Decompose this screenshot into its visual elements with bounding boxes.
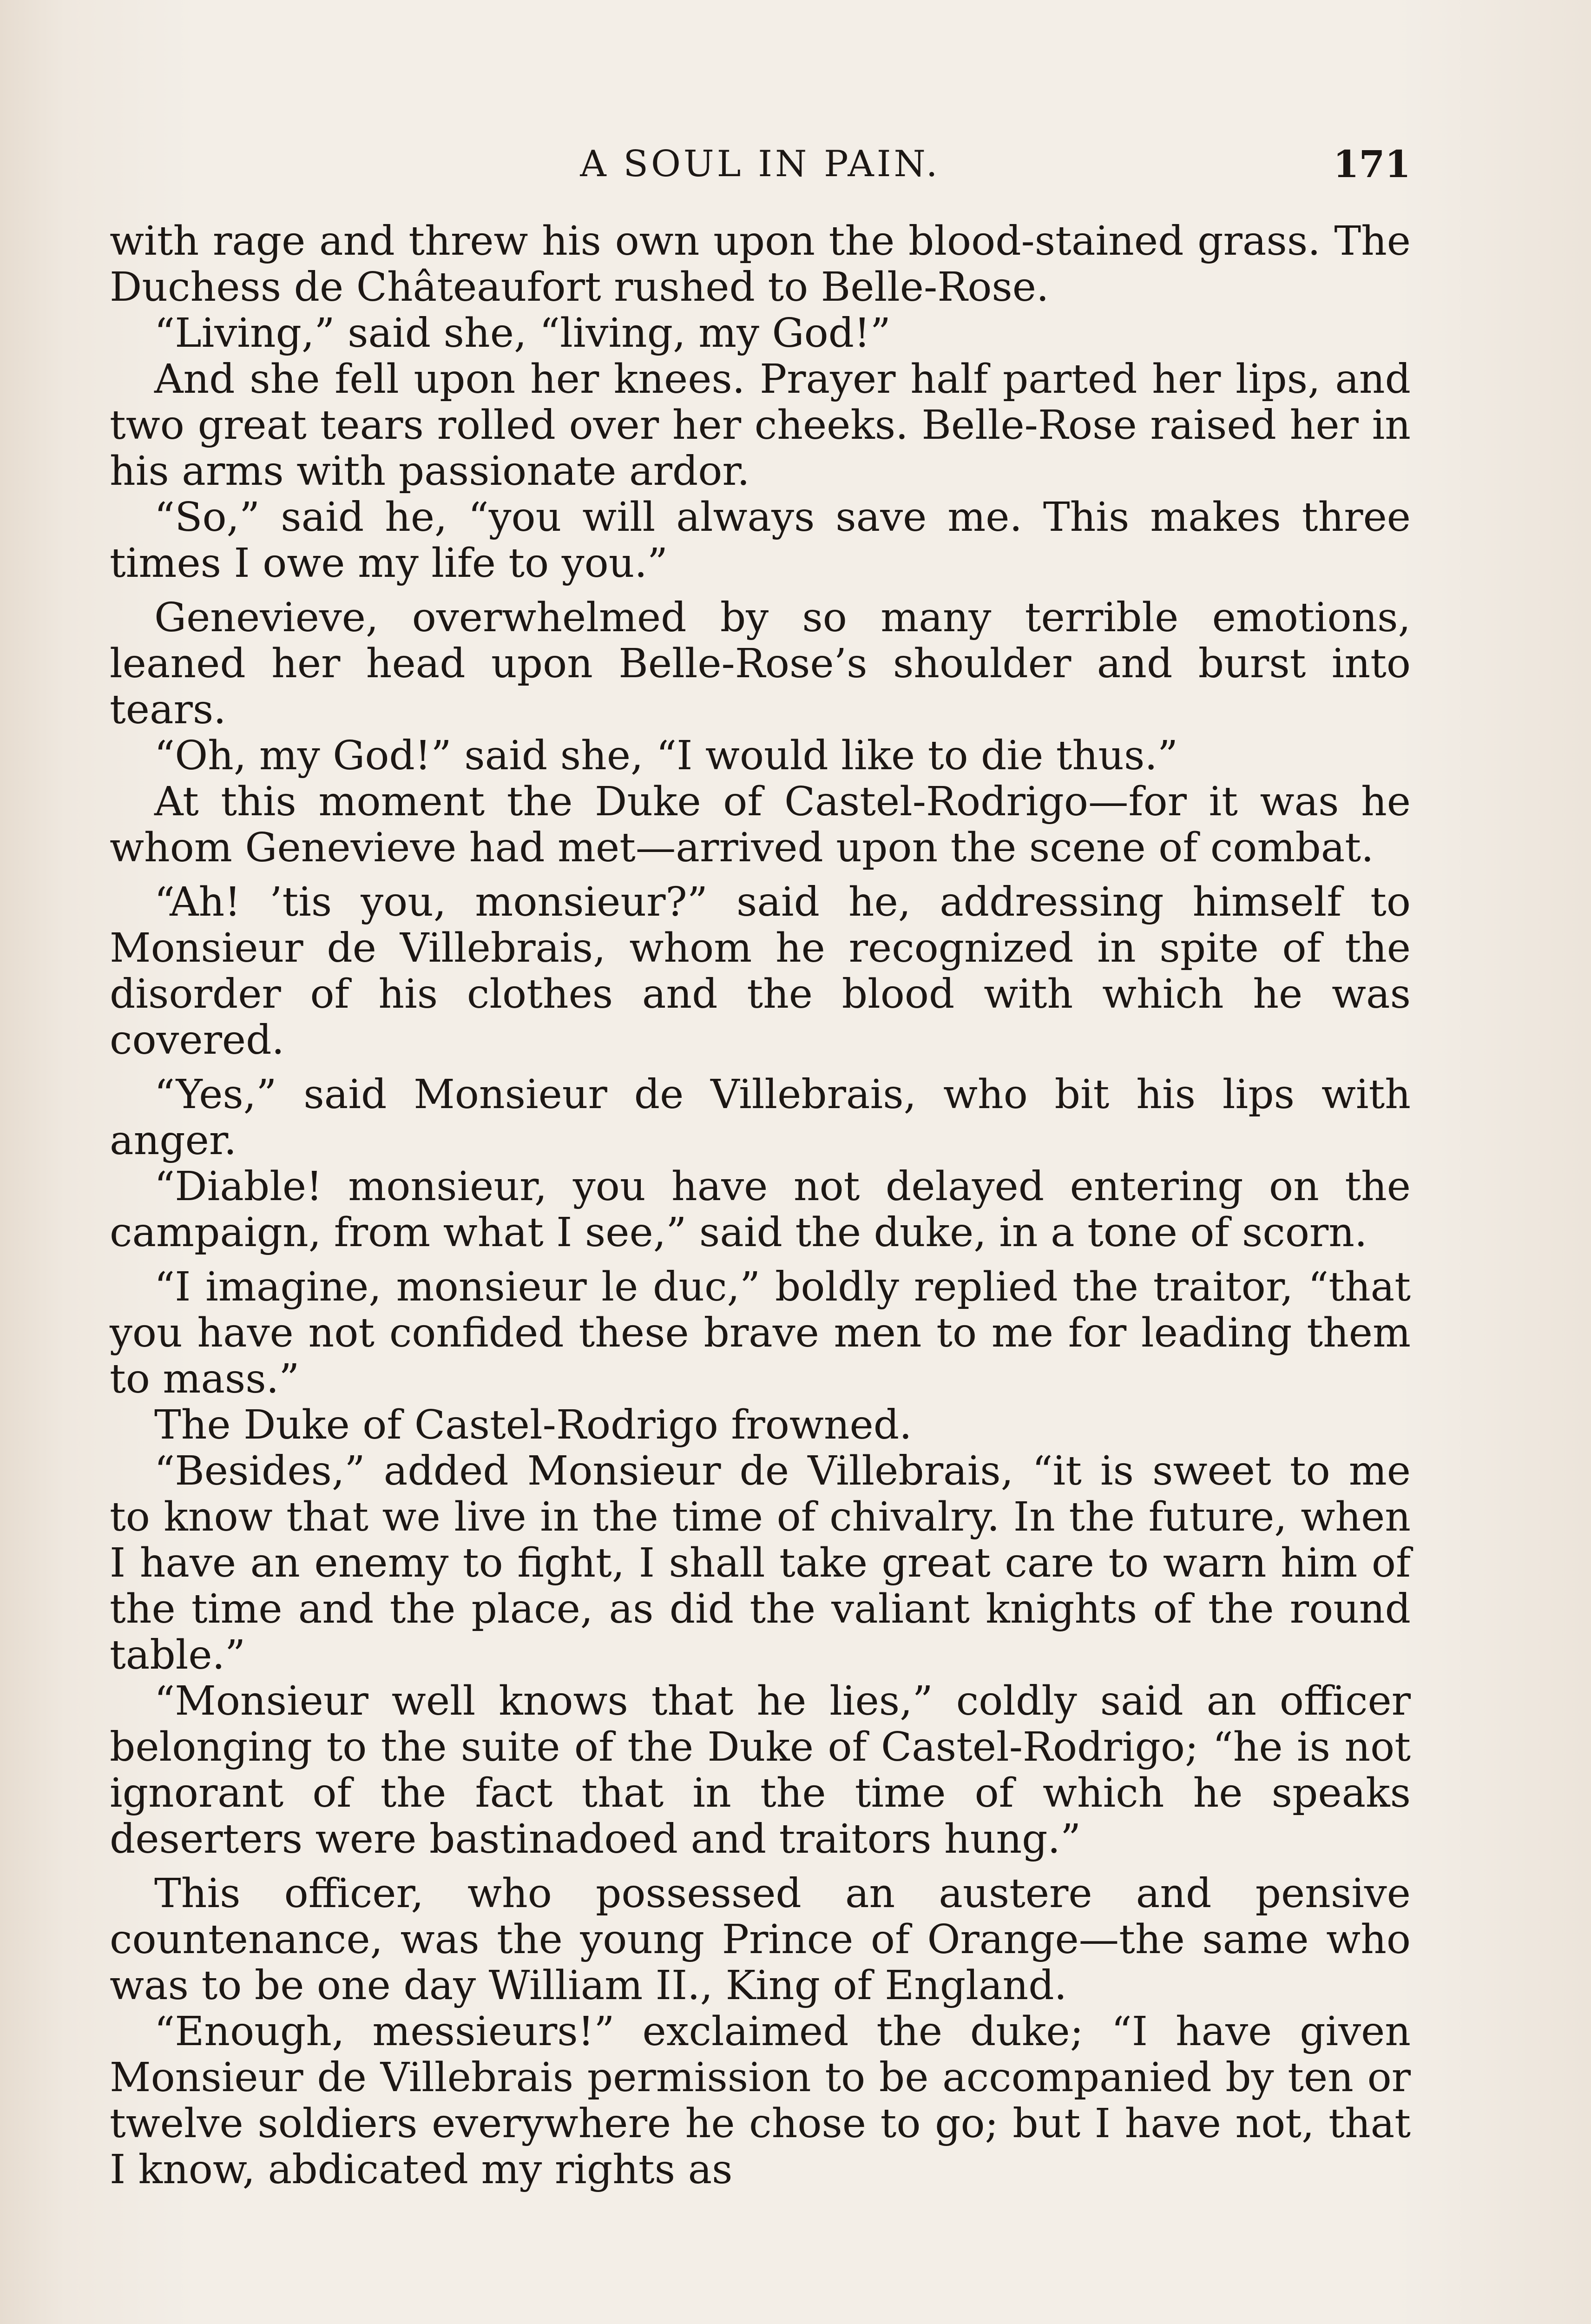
paragraph: And she fell upon her knees. Prayer half parted her lips, and two great tears rolled over her cheeks. Belle-Rose raised her in his arms with passionate ardor. — [110, 356, 1411, 495]
paragraph: “So,” said he, “you will always save me. This makes three times I owe my life to you.” — [110, 494, 1411, 587]
page-header — [110, 139, 1411, 190]
body-text — [110, 218, 1411, 2193]
paragraph: “Enough, messieurs!” exclaimed the duke; “I have given Monsieur de Villebrais permission to be accompanied by ten or twelve soldiers everywhere he chose to go; but I have not, that I know, abdicated my rights as — [110, 2008, 1411, 2193]
paragraph: “Oh, my God!” said she, “I would like to die thus.” — [154, 733, 1178, 779]
paragraph: At this moment the Duke of Castel-Rodrigo—for it was he whom Genevieve had met—arrived upon the scene of combat. — [110, 779, 1411, 871]
paragraph: “Besides,” added Monsieur de Villebrais, “it is sweet to me to know that we live in the time of chivalry. In the future, when I have an enemy to fight, I shall take great care to warn him of the time and the place, as did the valiant knights of the round table.” — [110, 1448, 1411, 1678]
paragraph: This officer, who possessed an austere and pensive countenance, was the young Prince of Orange—the same who was to be one day William II., King of England. — [110, 1870, 1411, 2009]
running-title: A SOUL IN PAIN. — [580, 143, 940, 185]
paragraph: “Yes,” said Monsieur de Villebrais, who bit his lips with anger. — [110, 1071, 1411, 1164]
paragraph: “Ah! ’tis you, monsieur?” said he, addressing himself to Monsieur de Villebrais, whom he recognized in spite of the disorder of his clothes and the blood with which he was covered. — [110, 879, 1411, 1063]
page-number: 171 — [1333, 142, 1411, 186]
paragraph: Genevieve, overwhelmed by so many terrible emotions, leaned her head upon Belle-Rose’s shoulder and burst into tears. — [110, 594, 1411, 733]
paragraph: “Diable! monsieur, you have not delayed entering on the campaign, from what I see,” said the duke, in a tone of scorn. — [110, 1163, 1411, 1256]
paragraph: “Monsieur well knows that he lies,” coldly said an officer belonging to the suite of the Duke of Castel-Rodrigo; “he is not ignorant of the fact that in the time of which he speaks deserters were bastinadoed and traitors hung.” — [110, 1678, 1411, 1862]
paragraph: “I imagine, monsieur le duc,” boldly replied the traitor, “that you have not confided these brave men to me for leading them to mass.” — [110, 1264, 1411, 1402]
paragraph: The Duke of Castel-Rodrigo frowned. — [154, 1402, 912, 1448]
paragraph: with rage and threw his own upon the blood-stained grass. The Duchess de Châteaufort rushed to Belle-Rose. — [110, 218, 1411, 310]
paragraph: “Living,” said she, “living, my God!” — [154, 310, 891, 357]
